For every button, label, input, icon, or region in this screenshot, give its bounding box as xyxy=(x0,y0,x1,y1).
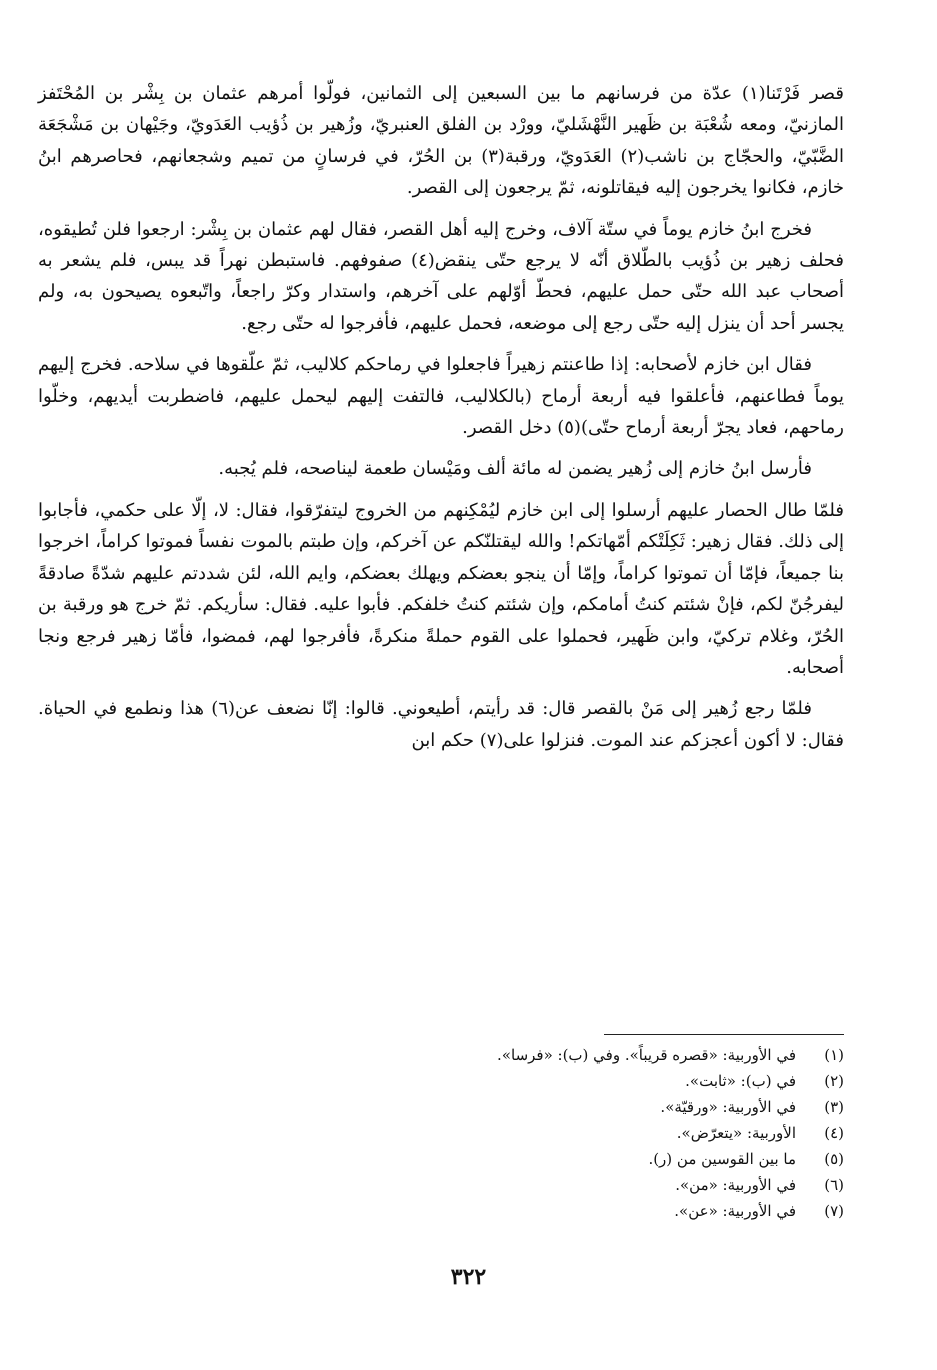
footnote-text: في الأوربية: «من». xyxy=(675,1176,796,1194)
footnote xyxy=(300,1172,844,1198)
paragraph: فقال ابن خازم لأصحابه: إذا طاعنتم زهيراً فاجعلوا في رماحكم كلاليب، ثمّ علّقوها في سلاحه. فخرج إليهم يوماً فطاعنهم، فأعلقوا فيه أربعة أرماح (بالكلاليب، فالتفت إليهم ليحمل عليهم، فاضطربت أيديهم، وخلّوا رماحهم، فعاد يجرّ أربعة أرماح حتّى)(٥) دخل القصر. xyxy=(38,354,844,439)
footnote xyxy=(300,1120,844,1146)
footnote-number: (٧) xyxy=(824,1202,844,1220)
footnote xyxy=(300,1146,844,1172)
paragraph: فلمّا طال الحصار عليهم أرسلوا إلى ابن خازم ليُمْكِنهم من الخروج ليتفرّقوا، فقال: لا، إلّا على حكمي، فأجابوا إلى ذلك. فقال زهير: ثَكِلَتْكم أمّهاتكم! والله ليقتلنّكم عن آخركم، وإن طبتم بالموت نفساً فموتوا كراماً، اخرجوا بنا جميعاً، فإمّا أن تموتوا كراماً، وإمّا أن ينجو بعضكم ويهلك بعضكم، وايم الله، لئن شددتم عليهم شدّةً صادقةً ليفرجُنّ لكم، فإنْ شئتم كنتُ أمامكم، وإن شئتم كنتُ خلفكم. فأبوا عليه. فقال: سأريكم. ثمّ خرج هو ورقبة بن الحُرّ، وغلام تركيّ، وابن ظَهير، فحملوا على القوم حملةً منكرةً، فأفرجوا لهم، فمضوا، فأمّا زهير فرجع ونجا أصحابه. xyxy=(38,499,844,678)
footnote-number: (٤) xyxy=(824,1124,844,1142)
paragraph: فأرسل ابنُ خازم إلى زُهير يضمن له مائة ألف ومَيْسان طعمة ليناصحه، فلم يُجبه. xyxy=(218,458,812,480)
footnote-number: (١) xyxy=(824,1046,844,1064)
paragraph: فلمّا رجع زُهير إلى مَنْ بالقصر قال: قد رأيتم، أطيعوني. قالوا: إنّا نضعف عن(٦) هذا ونطمع في الحياة. فقال: لا أكون أعجزكم عند الموت. فنزلوا على(٧) حكم ابن xyxy=(38,698,844,751)
page-number: ٣٢٢ xyxy=(450,1264,487,1290)
paragraph: فخرج ابنُ خازم يوماً في ستّة آلاف، وخرج إليه أهل القصر، فقال لهم عثمان بن بِشْر: ارجعوا فلن تُطيقوه، فحلف زهير بن ذُؤيب بالطّلاق أنّه لا يرجع حتّى ينقض(٤) صفوفهم. فاستبطن نهراً قد يبس، فلم يشعر به أصحاب عبد الله حتّى حمل عليهم، فحطّ أوّلهم على آخرهم، واستدار وكرّ راجعاً، واتّبعوه يصيحون به، ولم يجسر أحد أن ينزل إليه حتّى رجع إلى موضعه، فحمل عليهم، فأفرجوا له حتّى رجع. xyxy=(38,218,845,334)
main-text xyxy=(38,78,844,766)
footnote-number: (٦) xyxy=(824,1176,844,1194)
footnote-text: في الأوربية: «ورقيّة». xyxy=(660,1098,796,1116)
footnote xyxy=(300,1198,844,1224)
footnote xyxy=(300,1068,844,1094)
footnote-number: (٥) xyxy=(824,1150,844,1168)
footnotes xyxy=(300,1042,844,1224)
footnote-text: في الأوربية: «قصره قريباً». وفي (ب): «فرسا». xyxy=(497,1046,796,1064)
footnote-text: الأوربية: «يتعرّض». xyxy=(676,1124,796,1142)
footnote xyxy=(300,1042,844,1068)
footnote-number: (٣) xyxy=(824,1098,844,1116)
footnote-text: في الأوربية: «عن». xyxy=(674,1202,796,1220)
footnote xyxy=(300,1094,844,1120)
footnote-text: في (ب): «ثابت». xyxy=(685,1072,796,1090)
footnote-divider xyxy=(604,1034,844,1035)
paragraph: قصر فَرْتَنا(١) عدّة من فرسانهم ما بين السبعين إلى الثمانين، فولّوا أمرهم عثمان بن بِشْر بن المُحْتَفز المازنيّ، ومعه شُعْبَة بن ظَهير النَّهْشَليّ، وورْد بن الفلق العنبريّ، وزُهير بن ذُؤيب العَدَويّ، وجَيْهان بن مَشْجَعَة الضَّبّيّ، والحجّاج بن ناشب(٢) العَدَويّ، ورقبة(٣) بن الحُرّ، في فرسانٍ من تميم وشجعانهم، فحاصرهم ابنُ خازم، فكانوا يخرجون إليه فيقاتلونه، ثمّ يرجعون إلى القصر. xyxy=(38,83,844,199)
footnote-number: (٢) xyxy=(824,1072,844,1090)
footnote-text: ما بين القوسين من (ر). xyxy=(648,1150,796,1168)
